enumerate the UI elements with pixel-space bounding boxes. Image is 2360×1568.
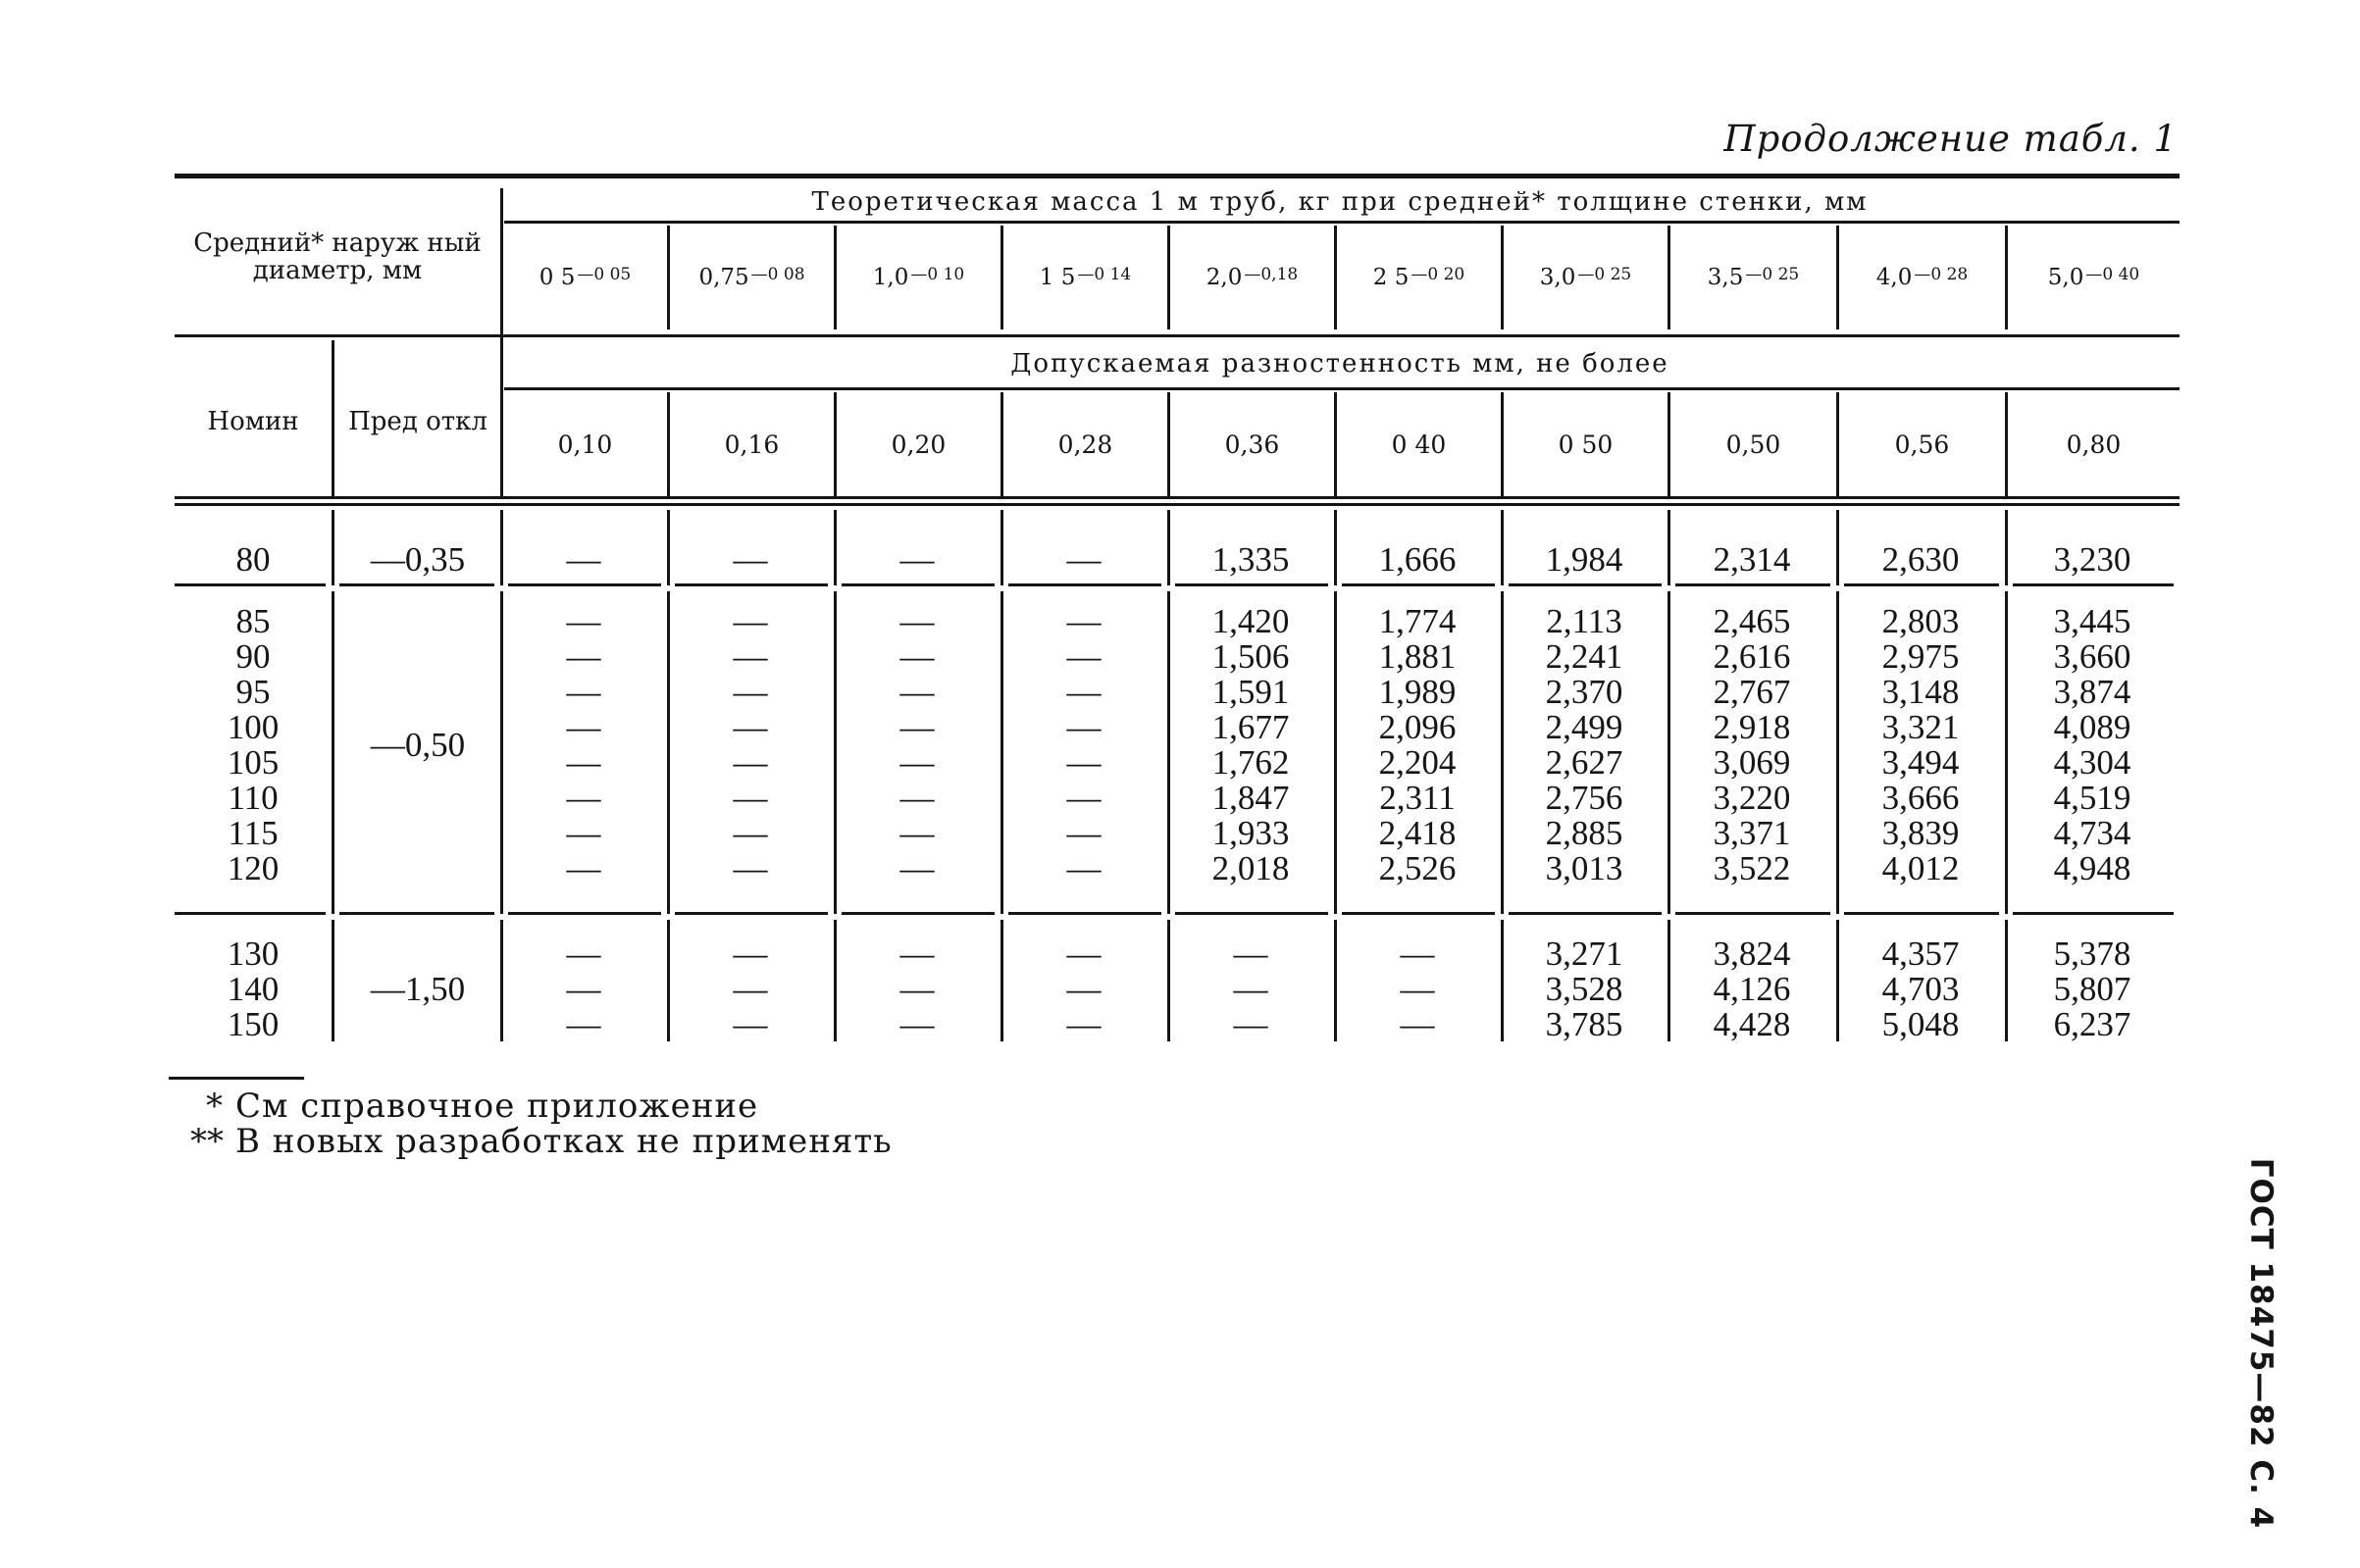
wall-thickness-deviation: —0 25 — [1745, 265, 1800, 284]
mass-value-cell: 2,370 — [1545, 673, 1623, 711]
max-variation-value: 0,28 — [1057, 430, 1113, 459]
mass-value-cell: 4,357 — [1881, 935, 1960, 973]
empty-cell-dash: — — [733, 540, 768, 579]
mass-value-cell: 1,881 — [1378, 637, 1457, 676]
empty-cell-dash: — — [899, 970, 935, 1008]
mass-value-cell: 3,321 — [1881, 708, 1960, 746]
mass-value-cell: 1,666 — [1378, 540, 1457, 579]
mass-column — [500, 936, 667, 1042]
footnote-2: В новых разработках не применять — [235, 1122, 893, 1161]
mass-value-cell: 2,096 — [1378, 708, 1457, 746]
mass-column — [1334, 604, 1501, 886]
mass-value-cell: 4,703 — [1881, 970, 1960, 1008]
empty-cell-dash: — — [733, 708, 768, 746]
mass-value-cell: 2,767 — [1713, 673, 1791, 711]
nominal-column — [175, 604, 332, 886]
tolerance-header: Допускаемая разностенность мм, не более — [1010, 349, 1669, 379]
max-variation-value: 0,50 — [1725, 430, 1781, 459]
wall-thickness-value: 3,0 — [1539, 265, 1576, 290]
empty-cell-dash: — — [899, 637, 935, 676]
mass-column — [500, 604, 667, 886]
group-rule-nominal — [175, 912, 326, 915]
mass-column — [667, 604, 834, 886]
mass-value-cell: 3,220 — [1713, 779, 1791, 817]
mass-column — [1167, 542, 1334, 578]
empty-cell-dash: — — [566, 779, 601, 817]
table-top-rule — [175, 174, 2180, 178]
nominal-column — [175, 936, 332, 1042]
wall-thickness-deviation: —0 10 — [910, 265, 965, 284]
wall-thickness-deviation: —0 25 — [1577, 265, 1632, 284]
empty-cell-dash: — — [1066, 1005, 1102, 1043]
mass-value-cell: 5,378 — [2053, 935, 2131, 973]
mass-value-cell: 2,756 — [1545, 779, 1623, 817]
mass-value-cell: 1,984 — [1545, 540, 1623, 579]
mass-column — [1000, 604, 1167, 886]
empty-cell-dash: — — [566, 637, 601, 676]
mass-value-cell: 1,420 — [1211, 602, 1290, 640]
empty-cell-dash: — — [1400, 1005, 1435, 1043]
footnote-1: См справочное приложение — [235, 1087, 759, 1126]
wall-thickness-deviation: —0,18 — [1244, 265, 1299, 284]
mass-value-cell: 5,807 — [2053, 970, 2131, 1008]
table-caption: Продолжение табл. 1 — [1723, 118, 2178, 160]
mass-value-cell: 2,803 — [1881, 602, 1960, 640]
empty-cell-dash: — — [899, 779, 935, 817]
header-band-rule-1 — [504, 221, 2180, 224]
nominal-diameter-cell: 120 — [227, 849, 280, 887]
wall-thickness-deviation: —0 28 — [1914, 265, 1969, 284]
mass-column — [1000, 936, 1167, 1042]
empty-cell-dash: — — [566, 673, 601, 711]
group-rule-segment — [1175, 912, 1328, 915]
diameter-header: Средний* наруж ный диаметр, мм — [193, 228, 482, 285]
mass-value-cell: 4,734 — [2053, 814, 2131, 852]
mass-value-cell: 1,989 — [1378, 673, 1457, 711]
empty-cell-dash: — — [566, 849, 601, 887]
wall-thickness-header — [1839, 226, 2005, 329]
group-rule-deviation — [339, 912, 494, 915]
empty-cell-dash: — — [1233, 970, 1268, 1008]
group-rule-segment — [675, 912, 828, 915]
max-variation-value: 0,56 — [1894, 430, 1950, 459]
mass-value-cell: 5,048 — [1881, 1005, 1960, 1043]
mass-value-cell: 2,975 — [1881, 637, 1960, 676]
group-rule-deviation — [339, 583, 494, 586]
empty-cell-dash: — — [566, 935, 601, 973]
mass-value-cell: 3,660 — [2053, 637, 2131, 676]
wall-thickness-value: 3,5 — [1707, 265, 1744, 290]
body-divider-nominal — [332, 920, 334, 1041]
group-rule-segment — [1008, 912, 1161, 915]
empty-cell-dash: — — [1066, 602, 1102, 640]
empty-cell-dash: — — [1066, 779, 1102, 817]
mass-value-cell: 6,237 — [2053, 1005, 2131, 1043]
mass-value-cell: 2,204 — [1378, 743, 1457, 782]
mass-value-cell: 1,591 — [1211, 673, 1290, 711]
empty-cell-dash: — — [566, 540, 601, 579]
mass-header: Теоретическая масса 1 м труб, кг при средней* толщине стенки, мм — [811, 187, 1869, 217]
mass-column — [1167, 604, 1334, 886]
empty-cell-dash: — — [566, 814, 601, 852]
mass-value-cell: 1,762 — [1211, 743, 1290, 782]
empty-cell-dash: — — [1066, 935, 1102, 973]
empty-cell-dash: — — [733, 935, 768, 973]
group-rule-segment — [1675, 912, 1830, 915]
mass-value-cell: 4,126 — [1713, 970, 1791, 1008]
empty-cell-dash: — — [1066, 849, 1102, 887]
empty-cell-dash: — — [899, 1005, 935, 1043]
wall-thickness-value: 2,0 — [1206, 265, 1243, 290]
empty-cell-dash: — — [1400, 935, 1435, 973]
limit-deviation-cell: —1,50 — [370, 970, 466, 1008]
mass-value-cell: 2,616 — [1713, 637, 1791, 676]
wall-thickness-header — [1170, 226, 1334, 329]
group-rule-segment — [508, 912, 661, 915]
wall-thickness-deviation: —0 40 — [2085, 265, 2140, 284]
mass-value-cell: 2,499 — [1545, 708, 1623, 746]
mass-value-cell: 2,630 — [1881, 540, 1960, 579]
side-standard-label — [2241, 1157, 2281, 1530]
group-rule-segment — [1509, 912, 1662, 915]
empty-cell-dash: — — [733, 1005, 768, 1043]
body-divider-nominal — [332, 591, 334, 914]
mass-value-cell: 1,847 — [1211, 779, 1290, 817]
mass-value-cell: 4,948 — [2053, 849, 2131, 887]
nominal-diameter-cell: 150 — [227, 1005, 280, 1043]
mass-value-cell: 2,526 — [1378, 849, 1457, 887]
wall-thickness-value: 0,75 — [698, 265, 749, 290]
empty-cell-dash: — — [566, 708, 601, 746]
empty-cell-dash: — — [899, 708, 935, 746]
footnote-mark-2: ** — [190, 1122, 224, 1161]
empty-cell-dash: — — [1400, 970, 1435, 1008]
wall-thickness-deviation: —0 20 — [1411, 265, 1465, 284]
wall-thickness-header — [670, 226, 834, 329]
group-rule-segment — [1342, 583, 1495, 586]
empty-cell-dash: — — [899, 602, 935, 640]
group-rule-segment — [1175, 583, 1328, 586]
group-rule-segment — [2013, 583, 2174, 586]
mass-value-cell: 2,311 — [1379, 779, 1456, 817]
mass-value-cell: 2,918 — [1713, 708, 1791, 746]
mass-value-cell: 3,528 — [1545, 970, 1623, 1008]
mass-value-cell: 3,874 — [2053, 673, 2131, 711]
empty-cell-dash: — — [733, 637, 768, 676]
empty-cell-dash: — — [566, 602, 601, 640]
nominal-diameter-cell: 140 — [227, 970, 280, 1008]
wall-thickness-header — [837, 226, 1000, 329]
max-variation-value: 0,80 — [2066, 430, 2122, 459]
mass-value-cell: 4,012 — [1881, 849, 1960, 887]
mass-value-cell: 2,627 — [1545, 743, 1623, 782]
empty-cell-dash: — — [566, 1005, 601, 1043]
max-variation-value: 0 50 — [1558, 430, 1614, 459]
empty-cell-dash: — — [1066, 673, 1102, 711]
nominal-diameter-cell: 100 — [227, 708, 280, 746]
mass-value-cell: 4,519 — [2053, 779, 2131, 817]
mass-value-cell: 3,445 — [2053, 602, 2131, 640]
mass-value-cell: 2,885 — [1545, 814, 1623, 852]
wall-thickness-header — [1504, 226, 1667, 329]
empty-cell-dash: — — [1066, 708, 1102, 746]
mass-column — [1501, 542, 1667, 578]
mass-value-cell: 2,314 — [1713, 540, 1791, 579]
mass-column — [834, 542, 1000, 578]
header-bottom-rule-a — [175, 496, 2180, 499]
empty-cell-dash: — — [733, 814, 768, 852]
wall-thickness-value: 0 5 — [539, 265, 576, 290]
wall-thickness-value: 2 5 — [1372, 265, 1410, 290]
mass-value-cell: 2,113 — [1546, 602, 1622, 640]
mass-column — [667, 936, 834, 1042]
mass-column — [1836, 604, 2005, 886]
empty-cell-dash: — — [733, 779, 768, 817]
empty-cell-dash: — — [899, 935, 935, 973]
wall-thickness-value: 5,0 — [2047, 265, 2084, 290]
group-rule-segment — [1844, 583, 1999, 586]
mass-value-cell: 1,933 — [1211, 814, 1290, 852]
group-rule-segment — [1342, 912, 1495, 915]
nominal-diameter-cell: 85 — [235, 602, 271, 640]
empty-cell-dash: — — [1066, 814, 1102, 852]
empty-cell-dash: — — [1066, 743, 1102, 782]
wall-thickness-header — [503, 226, 667, 329]
max-variation-value: 0,36 — [1224, 430, 1280, 459]
wall-thickness-value: 4,0 — [1875, 265, 1913, 290]
group-rule-segment — [508, 583, 661, 586]
header-band-rule-2 — [175, 334, 2180, 337]
mass-value-cell: 1,774 — [1378, 602, 1457, 640]
wall-thickness-deviation: —0 05 — [577, 265, 632, 284]
empty-cell-dash: — — [899, 673, 935, 711]
max-variation-value: 0,10 — [557, 430, 613, 459]
limit-deviation-cell: —0,50 — [370, 726, 466, 764]
empty-cell-dash: — — [566, 743, 601, 782]
mass-value-cell: 3,230 — [2053, 540, 2131, 579]
mass-column — [834, 604, 1000, 886]
max-variation-value: 0 40 — [1391, 430, 1447, 459]
nominal-diameter-cell: 95 — [235, 673, 271, 711]
mass-column — [1167, 936, 1334, 1042]
limit-deviation-cell: —0,35 — [370, 540, 466, 579]
mass-value-cell: 3,069 — [1713, 743, 1791, 782]
footnote-mark-1: * — [206, 1087, 223, 1126]
group-rule-segment — [1008, 583, 1161, 586]
footnote-rule — [169, 1077, 304, 1080]
mass-value-cell: 1,677 — [1211, 708, 1290, 746]
deviation-header: Пред откл — [348, 407, 487, 436]
wall-thickness-header — [2008, 226, 2180, 329]
group-rule-segment — [1509, 583, 1662, 586]
group-rule-segment — [1844, 912, 1999, 915]
nominal-header: Номин — [207, 407, 299, 436]
nominal-diameter-cell: 80 — [235, 540, 271, 579]
max-variation-value: 0,16 — [724, 430, 780, 459]
group-rule-segment — [675, 583, 828, 586]
empty-cell-dash: — — [899, 743, 935, 782]
mass-value-cell: 4,428 — [1713, 1005, 1791, 1043]
mass-value-cell: 3,371 — [1713, 814, 1791, 852]
nominal-diameter-cell: 90 — [235, 637, 271, 676]
nominal-column — [175, 542, 332, 578]
empty-cell-dash: — — [733, 673, 768, 711]
side-standard-text: ГОСТ 18475—82 С. 4 — [2243, 1157, 2279, 1530]
mass-value-cell: 2,018 — [1211, 849, 1290, 887]
mass-column — [1836, 542, 2005, 578]
nominal-diameter-cell: 130 — [227, 935, 280, 973]
mass-value-cell: 3,824 — [1713, 935, 1791, 973]
wall-thickness-value: 1,0 — [872, 265, 909, 290]
mass-value-cell: 4,089 — [2053, 708, 2131, 746]
empty-cell-dash: — — [899, 814, 935, 852]
mass-column — [1000, 542, 1167, 578]
empty-cell-dash: — — [733, 602, 768, 640]
mass-column — [1334, 936, 1501, 1042]
mass-column — [1501, 936, 1667, 1042]
mass-value-cell: 3,271 — [1545, 935, 1623, 973]
mass-column — [667, 542, 834, 578]
empty-cell-dash: — — [1233, 935, 1268, 973]
mass-value-cell: 2,241 — [1545, 637, 1623, 676]
wall-thickness-deviation: —0 14 — [1077, 265, 1132, 284]
nominal-diameter-cell: 110 — [228, 779, 279, 817]
wall-thickness-header — [1337, 226, 1501, 329]
mass-column — [2005, 604, 2180, 886]
mass-column — [1501, 604, 1667, 886]
mass-column — [2005, 542, 2180, 578]
empty-cell-dash: — — [899, 849, 935, 887]
empty-cell-dash: — — [733, 743, 768, 782]
group-rule-segment — [1675, 583, 1830, 586]
header-bottom-rule-b — [175, 503, 2180, 506]
mass-value-cell: 3,839 — [1881, 814, 1960, 852]
empty-cell-dash: — — [1066, 970, 1102, 1008]
max-variation-value: 0,20 — [891, 430, 947, 459]
group-rule-segment — [2013, 912, 2174, 915]
empty-cell-dash: — — [1233, 1005, 1268, 1043]
mass-column — [834, 936, 1000, 1042]
mass-value-cell: 2,465 — [1713, 602, 1791, 640]
group-rule-segment — [842, 912, 995, 915]
mass-value-cell: 3,522 — [1713, 849, 1791, 887]
empty-cell-dash: — — [733, 970, 768, 1008]
mass-value-cell: 3,785 — [1545, 1005, 1623, 1043]
mass-column — [1667, 604, 1836, 886]
wall-thickness-header — [1670, 226, 1836, 329]
empty-cell-dash: — — [733, 849, 768, 887]
mass-value-cell: 3,494 — [1881, 743, 1960, 782]
nominal-diameter-cell: 105 — [227, 743, 280, 782]
wall-thickness-deviation: —0 08 — [750, 265, 805, 284]
divider-nominal — [332, 340, 334, 498]
mass-value-cell: 3,013 — [1545, 849, 1623, 887]
group-rule-nominal — [175, 583, 326, 586]
mass-value-cell: 1,506 — [1211, 637, 1290, 676]
wall-thickness-value: 1 5 — [1039, 265, 1076, 290]
mass-column — [1836, 936, 2005, 1042]
empty-cell-dash: — — [1066, 540, 1102, 579]
empty-cell-dash: — — [1066, 637, 1102, 676]
mass-value-cell: 4,304 — [2053, 743, 2131, 782]
empty-cell-dash: — — [899, 540, 935, 579]
group-rule-segment — [842, 583, 995, 586]
mass-value-cell: 3,666 — [1881, 779, 1960, 817]
nominal-diameter-cell: 115 — [228, 814, 279, 852]
mass-column — [1334, 542, 1501, 578]
mass-column — [1667, 936, 1836, 1042]
mass-value-cell: 3,148 — [1881, 673, 1960, 711]
empty-cell-dash: — — [566, 970, 601, 1008]
header-band-rule-3 — [504, 387, 2180, 390]
wall-thickness-header — [1003, 226, 1167, 329]
mass-column — [2005, 936, 2180, 1042]
mass-value-cell: 2,418 — [1378, 814, 1457, 852]
body-divider-nominal — [332, 510, 334, 585]
mass-column — [1667, 542, 1836, 578]
mass-column — [500, 542, 667, 578]
mass-value-cell: 1,335 — [1211, 540, 1290, 579]
